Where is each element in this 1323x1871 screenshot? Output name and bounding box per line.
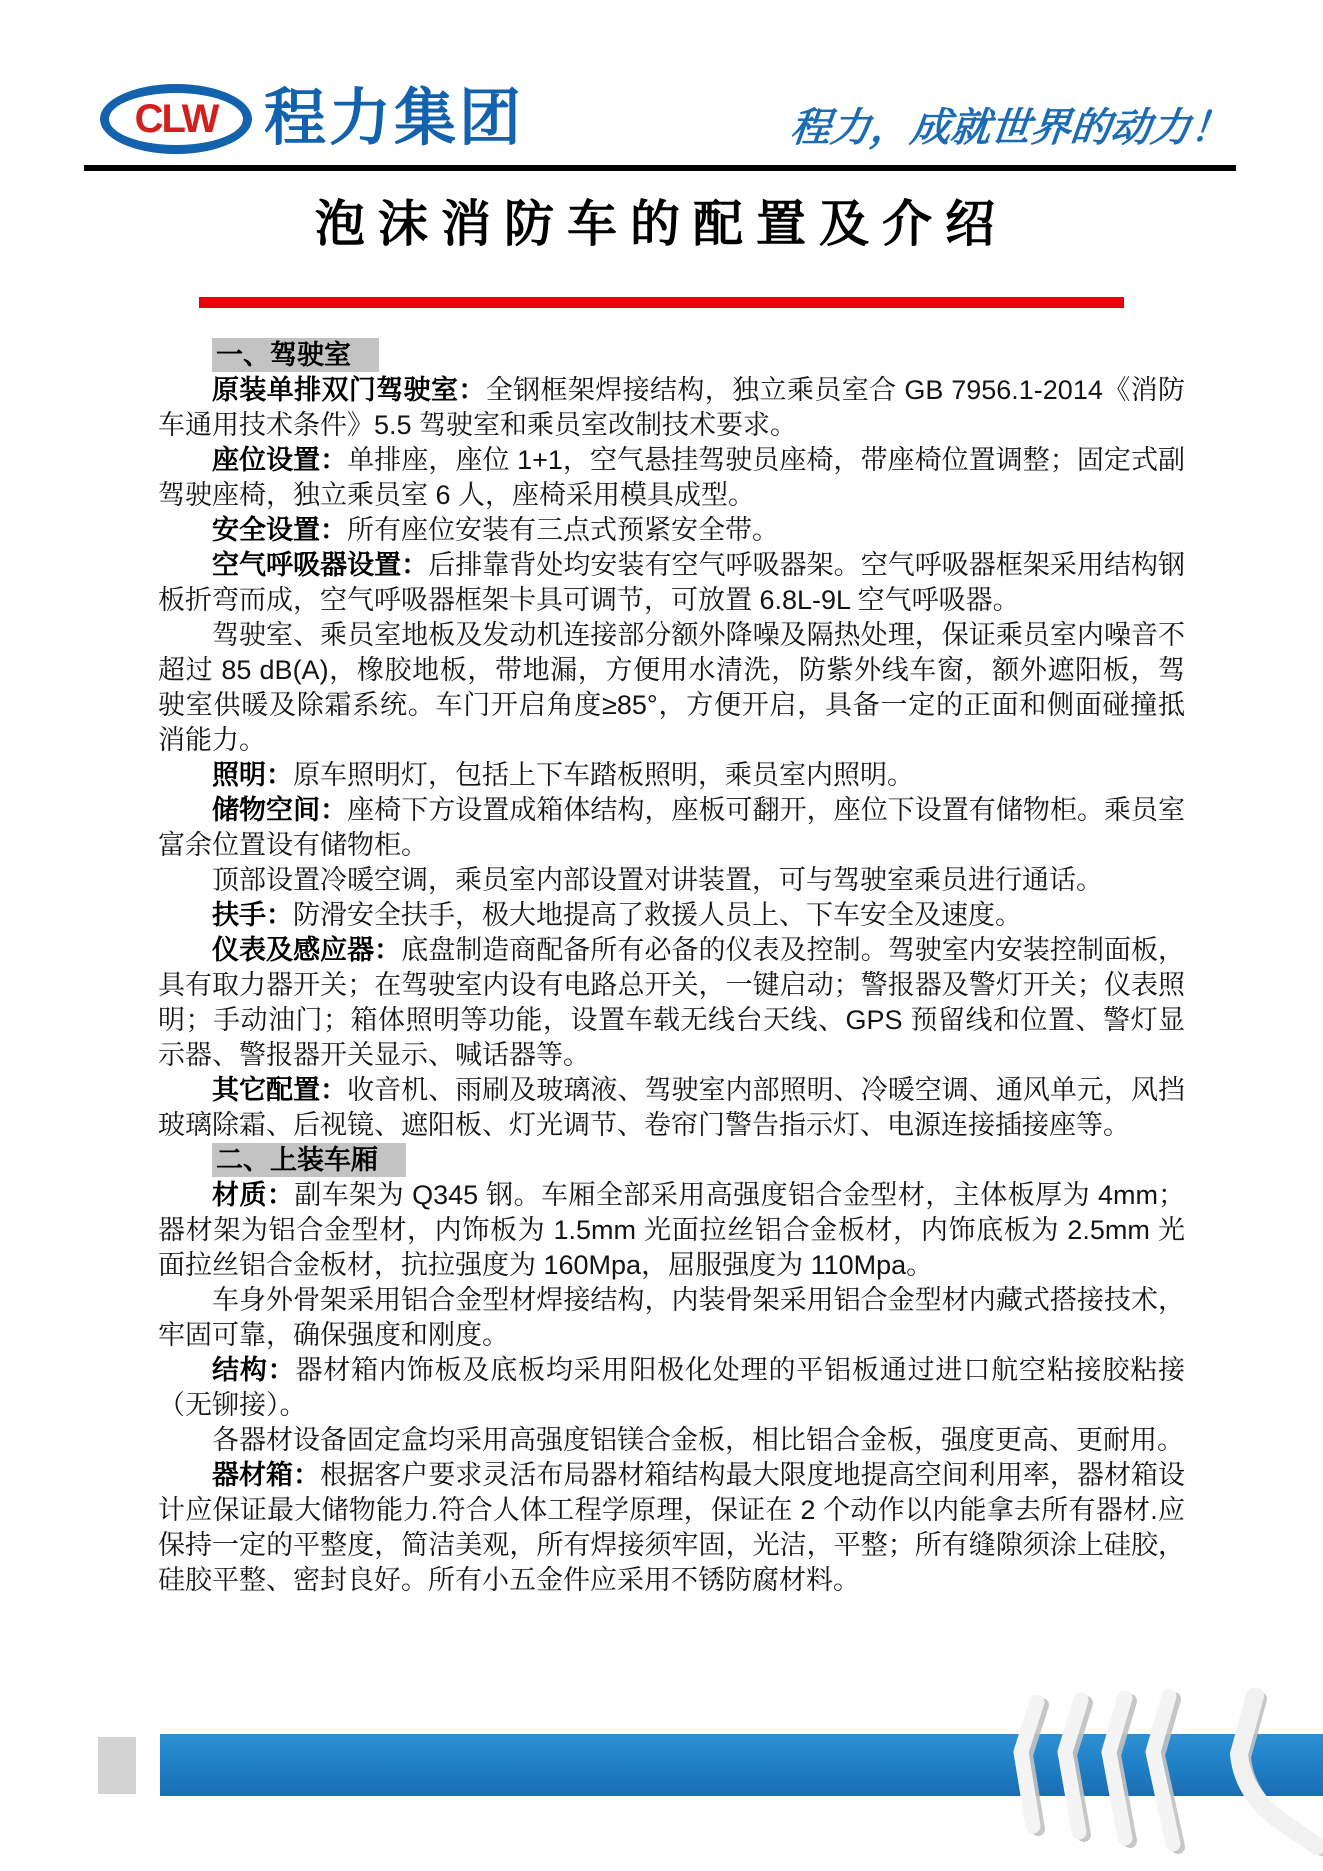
paragraph-lead-label: 其它配置： [212, 1075, 348, 1105]
body-paragraph [158, 898, 1185, 933]
body-paragraph [158, 618, 1185, 758]
body-paragraph [158, 863, 1185, 898]
swoosh-stripe [1021, 1702, 1037, 1826]
paragraph-text: 底盘制造商配备所有必备的仪表及控制。驾驶室内安装控制面板，具有取力器开关；在驾驶室内设有电路总开关，一键启动；警报器及警灯开关；仪表照明；手动油门；箱体照明等功能，设置车载无线台天线、GPS 预留线和位置、警灯显示器、警报器开关显示、喊话器等。 [158, 935, 1186, 1070]
footer-left-block [98, 1737, 136, 1794]
paragraph-lead-label: 座位设置： [212, 445, 348, 475]
paragraph-text: 所有座位安装有三点式预紧安全带。 [347, 515, 779, 545]
paragraph-lead-label: 结构： [212, 1355, 296, 1385]
body-paragraph [158, 1353, 1185, 1423]
paragraph-lead-label: 器材箱： [212, 1460, 321, 1490]
header-divider-line [84, 165, 1236, 171]
body-paragraph [158, 1073, 1185, 1143]
paragraph-text: 副车架为 Q345 钢。车厢全部采用高强度铝合金型材，主体板厚为 4mm；器材架为铝合金型材，内饰板为 1.5mm 光面拉丝铝合金板材，内饰底板为 2.5mm 光面拉丝铝合金板材，抗拉强度为 160Mpa，屈服强度为 110Mpa。 [158, 1180, 1185, 1280]
paragraph-text: 原车照明灯，包括上下车踏板照明，乘员室内照明。 [293, 760, 914, 790]
paragraph-lead-label: 储物空间： [212, 795, 348, 825]
paragraph-lead-label: 原装单排双门驾驶室： [212, 375, 486, 405]
body-paragraph [158, 933, 1185, 1073]
paragraph-lead-label: 材质： [212, 1180, 295, 1210]
body-paragraph [158, 1458, 1185, 1598]
body-paragraph [158, 513, 1185, 548]
body-paragraph [158, 1178, 1185, 1283]
paragraph-text: 防滑安全扶手，极大地提高了救援人员上、下车安全及速度。 [293, 900, 1022, 930]
paragraph-lead-label: 照明： [212, 760, 293, 790]
swoosh-curve [1239, 1696, 1317, 1846]
body-paragraph [158, 793, 1185, 863]
paragraph-lead-label: 仪表及感应器： [212, 935, 402, 965]
company-name: 程力集团 [264, 84, 525, 153]
company-slogan: 程力，成就世界的动力！ [788, 104, 1234, 151]
section-heading-body: 二、上装车厢 [212, 1143, 406, 1177]
body-paragraph [158, 548, 1185, 618]
paragraph-text: 后排靠背处均安装有空气呼吸器架。空气呼吸器框架采用结构钢板折弯而成，空气呼吸器框架卡具可调节，可放置 6.8L-9L 空气呼吸器。 [158, 550, 1186, 615]
swoosh-stripe [1153, 1696, 1173, 1844]
document-body [158, 338, 1185, 1598]
paragraph-text: 各器材设备固定盒均采用高强度铝镁合金板，相比铝合金板，强度更高、更耐用。 [212, 1425, 1184, 1455]
paragraph-text: 全钢框架焊接结构，独立乘员室合 GB 7956.1-2014《消防车通用技术条件》5.5 驾驶室和乘员室改制技术要求。 [158, 375, 1185, 440]
footer-swoosh-graphic [1003, 1688, 1323, 1868]
section-heading-cab: 一、驾驶室 [212, 338, 379, 372]
paragraph-text: 根据客户要求灵活布局器材箱结构最大限度地提高空间利用率，器材箱设计应保证最大储物能力.符合人体工程学原理，保证在 2 个动作以内能拿去所有器材.应保持一定的平整度，简洁美观，所有焊接须牢固，光洁，平整；所有缝隙须涂上硅胶，硅胶平整、密封良好。所有小五金件应采用不锈防腐材料。 [158, 1460, 1186, 1595]
title-underline [199, 297, 1124, 308]
paragraph-text: 驾驶室、乘员室地板及发动机连接部分额外降噪及隔热处理，保证乘员室内噪音不超过 85 dB(A)，橡胶地板，带地漏，方便用水清洗，防紫外线车窗，额外遮阳板，驾驶室供暖及除霜系统。车门开启角度≥85°，方便开启，具备一定的正面和侧面碰撞抵消能力。 [158, 620, 1185, 755]
clw-logo-text: CLW [134, 96, 218, 141]
section-heading-row [158, 1143, 1185, 1178]
paragraph-text: 器材箱内饰板及底板均采用阳极化处理的平铝板通过进口航空粘接胶粘接（无铆接）。 [158, 1355, 1186, 1420]
company-logo [100, 84, 524, 154]
paragraph-lead-label: 空气呼吸器设置： [212, 550, 429, 580]
paragraph-text: 顶部设置冷暖空调，乘员室内部设置对讲装置，可与驾驶室乘员进行通话。 [212, 865, 1103, 895]
paragraph-text: 单排座，座位 1+1，空气悬挂驾驶员座椅，带座椅位置调整；固定式副驾驶座椅，独立乘员室 6 人，座椅采用模具成型。 [158, 445, 1185, 510]
paragraph-text: 座椅下方设置成箱体结构，座板可翻开，座位下设置有储物柜。乘员室富余位置设有储物柜。 [158, 795, 1186, 860]
clw-logo-badge [100, 84, 252, 154]
paragraph-lead-label: 安全设置： [212, 515, 347, 545]
paragraph-lead-label: 扶手： [212, 900, 293, 930]
body-paragraph [158, 758, 1185, 793]
paragraph-text: 车身外骨架采用铝合金型材焊接结构，内装骨架采用铝合金型材内藏式搭接技术，牢固可靠，确保强度和刚度。 [158, 1285, 1185, 1350]
page-title: 泡沫消防车的配置及介绍 [315, 196, 1008, 252]
paragraph-text: 收音机、雨刷及玻璃液、驾驶室内部照明、冷暖空调、通风单元，风挡玻璃除霜、后视镜、遮阳板、灯光调节、卷帘门警告指示灯、电源连接插接座等。 [158, 1075, 1186, 1140]
body-paragraph [158, 1283, 1185, 1353]
body-paragraph [158, 443, 1185, 513]
section-heading-row [158, 338, 1185, 373]
body-paragraph [158, 373, 1185, 443]
body-paragraph [158, 1423, 1185, 1458]
